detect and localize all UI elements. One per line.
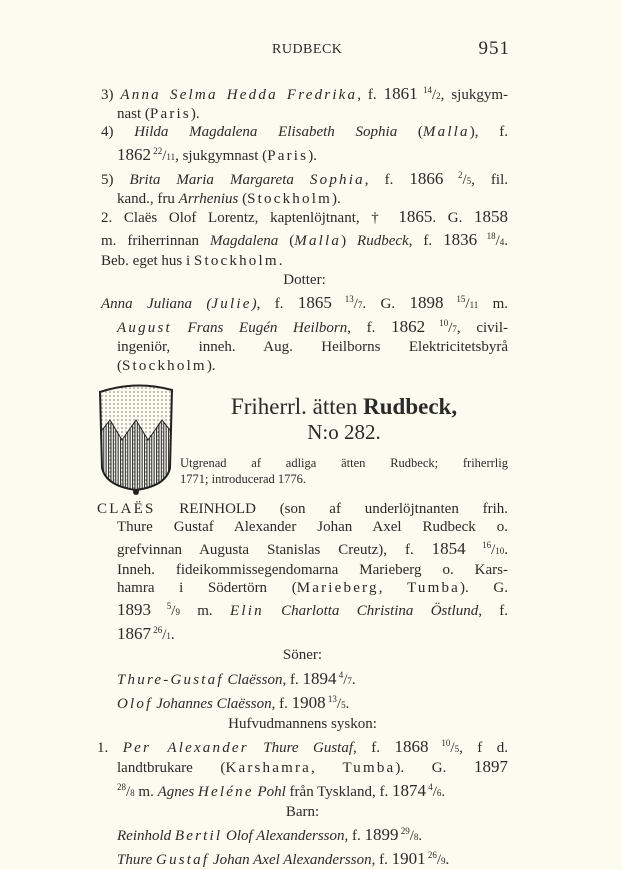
text-run: 1908: [291, 692, 326, 712]
text-run: nast (: [117, 106, 150, 123]
text-run: /: [353, 296, 358, 313]
text-run: .: [345, 695, 350, 712]
text-line: [117, 666, 508, 690]
text-run: Karshamra: [225, 760, 312, 777]
text-run: .: [278, 252, 283, 269]
text-run: 1862: [117, 144, 151, 164]
entry: [97, 734, 508, 802]
text-run: ingeniör, inneh. Aug. Heilborns Elektricitetsbyrå: [117, 339, 508, 356]
text-run: .: [504, 233, 508, 250]
text-run: 13: [325, 693, 337, 704]
origin-note-line: 1771; introducerad 1776.: [180, 472, 307, 486]
text-line: [117, 822, 508, 846]
text-run: , f.: [364, 171, 410, 188]
entry: [101, 123, 508, 165]
text-run: , sjukgym-: [440, 87, 509, 103]
text-run: ): [341, 233, 358, 250]
text-run: , f.: [408, 233, 444, 250]
text-run: ).: [331, 191, 341, 208]
text-run: /: [336, 695, 342, 712]
text-run: Brita Maria Margareta: [129, 171, 310, 188]
text-line: [97, 715, 508, 733]
text-run: 4: [425, 781, 433, 792]
text-run: Anna Selma Hedda Fredrika: [120, 87, 358, 103]
text-run: 1867: [117, 624, 151, 644]
text-run: Tumba: [407, 579, 461, 596]
text-run: Paris: [149, 106, 191, 123]
text-run: /: [432, 87, 437, 103]
text-run: .: [504, 542, 508, 559]
text-run: 10: [425, 318, 449, 329]
subheading: [97, 646, 508, 664]
text-line: [101, 290, 508, 314]
text-run: /: [126, 783, 131, 800]
text-run: 1861: [383, 84, 418, 103]
text-line: [117, 314, 508, 338]
text-run: 4): [101, 124, 135, 141]
text-run: ,: [311, 760, 343, 777]
text-run: 4: [499, 237, 505, 248]
text-run: /: [450, 740, 455, 757]
text-run: .: [170, 627, 175, 644]
text-run: , sjukgymnast (: [175, 147, 268, 164]
text-line: [101, 166, 508, 190]
text-run: , fil.: [471, 171, 509, 188]
text-run: 7: [452, 324, 457, 335]
text-run: 3): [101, 87, 121, 103]
family-title: [180, 394, 508, 420]
text-line: [101, 208, 508, 227]
text-run: m. friherrinnan: [101, 233, 210, 250]
text-run: 10: [428, 738, 451, 749]
text-run: 1898: [409, 293, 444, 313]
text-line: [117, 518, 508, 536]
text-run: /: [436, 852, 441, 869]
text-run: /: [495, 233, 500, 250]
text-run: 18: [477, 231, 496, 242]
text-line: [117, 357, 508, 375]
text-run: /: [162, 627, 167, 644]
text-run: 1893: [117, 600, 151, 620]
text-run: 11: [166, 151, 176, 162]
text-line: [101, 271, 508, 289]
text-run: hamra i Södertörn (: [117, 579, 297, 596]
section-continuation: [101, 81, 508, 375]
text-line: [97, 646, 508, 664]
family-title-name: Rudbeck,: [363, 394, 458, 419]
text-run: 1862: [391, 317, 426, 337]
text-line: [117, 690, 508, 714]
text-line: [101, 81, 508, 105]
text-run: 26: [425, 850, 437, 861]
section-family-entry: [97, 500, 508, 870]
text-run: landtbrukare (: [117, 760, 226, 777]
text-run: ). G.: [395, 760, 475, 777]
text-run: ).: [308, 147, 317, 164]
text-run: 1899: [364, 825, 399, 845]
text-run: 1.: [97, 740, 123, 757]
text-run: Rudbeck: [357, 233, 409, 250]
text-run: 1866: [409, 168, 444, 188]
text-line: [117, 536, 508, 560]
text-line: [117, 190, 508, 208]
text-run: ): [251, 296, 257, 313]
text-run: /: [343, 671, 348, 688]
text-line: [117, 778, 508, 802]
text-line: [97, 734, 508, 758]
text-run: Thure Gustaf: [248, 740, 354, 757]
text-run: 1901: [391, 849, 426, 869]
text-run: 7: [347, 675, 352, 686]
text-line: [117, 142, 508, 166]
text-run: /: [162, 147, 167, 164]
text-run: 5: [151, 601, 172, 612]
entry: [97, 666, 508, 714]
text-run: 5: [466, 175, 472, 186]
entry: [101, 290, 508, 375]
text-line: [117, 758, 508, 777]
text-run: Reinhold: [117, 828, 175, 845]
text-run: 5: [341, 699, 346, 710]
text-line: [117, 597, 508, 621]
text-run: Elin: [229, 603, 264, 620]
text-run: grefvinnan Augusta Stanislas Creutz), f.: [117, 542, 432, 559]
text-run: 15: [443, 294, 466, 305]
family-origin-note: [180, 455, 508, 487]
text-run: Barn:: [285, 803, 320, 820]
text-run: Tumba: [342, 760, 396, 777]
text-run: (: [238, 191, 248, 208]
text-run: ). G.: [460, 579, 509, 596]
text-run: m.: [179, 603, 230, 620]
text-run: 16: [465, 540, 492, 551]
text-run: ).: [206, 357, 216, 374]
text-run: 1897: [474, 757, 509, 777]
text-run: Heléne: [198, 783, 254, 800]
text-run: Sophia: [309, 171, 365, 188]
text-run: . G.: [362, 296, 410, 313]
text-run: Olof Alexandersson: [222, 828, 345, 845]
text-run: /: [448, 320, 453, 337]
text-run: 11: [469, 300, 479, 311]
text-run: Agnes: [157, 783, 199, 800]
text-run: . G.: [432, 210, 474, 227]
text-line: [117, 579, 508, 597]
text-run: /: [409, 828, 414, 845]
text-line: [117, 846, 508, 870]
text-run: 28: [117, 781, 126, 792]
text-run: 8: [413, 832, 419, 843]
text-run: Inneh. fideikommissegendomarna Marieberg o. Kars-: [117, 561, 508, 578]
text-run: Julie: [211, 296, 252, 313]
entry: [97, 500, 508, 645]
entry: [101, 166, 508, 208]
text-run: 29: [398, 826, 410, 837]
text-run: 2. Claës Olof Lorentz, kaptenlöjtnant, †: [101, 210, 399, 227]
text-run: , f.: [282, 671, 303, 688]
text-run: (: [397, 124, 423, 141]
text-run: 1894: [302, 668, 337, 688]
text-run: ).: [190, 106, 200, 123]
text-run: (: [278, 233, 295, 250]
text-run: Marieberg: [296, 579, 379, 596]
text-run: 8: [130, 787, 135, 798]
text-run: /: [491, 542, 496, 559]
text-run: Paris: [267, 147, 309, 164]
text-run: /: [171, 603, 176, 620]
text-line: [101, 227, 508, 251]
text-run: , f.: [271, 695, 292, 712]
text-run: Stockholm: [247, 191, 332, 208]
text-run: Stockholm: [122, 357, 207, 374]
text-run: Pohl: [253, 783, 286, 800]
text-run: kand., fru: [117, 191, 179, 208]
text-run: 14: [417, 85, 432, 95]
text-run: (: [117, 357, 122, 374]
text-run: Malla: [422, 124, 470, 141]
text-line: [117, 621, 508, 645]
text-run: REINHOLD (son af underlöjtnanten frih.: [155, 501, 508, 517]
text-run: 1854: [431, 539, 466, 559]
text-run: 9: [441, 856, 446, 867]
family-title-prefix: Friherrl. ätten: [230, 394, 358, 419]
text-run: 1865: [297, 293, 332, 313]
text-run: 6: [436, 787, 442, 798]
text-line: [117, 561, 508, 579]
text-run: , f.: [344, 828, 365, 845]
text-run: 1: [166, 631, 171, 642]
text-run: Per Alexander: [122, 740, 249, 757]
text-run: Beb. eget hus i: [101, 252, 194, 269]
text-run: , f.: [371, 852, 392, 869]
text-run: 5): [101, 171, 130, 188]
text-run: /: [465, 296, 470, 313]
entry: [97, 822, 508, 870]
text-run: Hilda Magdalena Elisabeth Sophia: [134, 124, 398, 141]
text-run: Thure-Gustaf: [117, 671, 224, 688]
entry: [101, 208, 508, 270]
text-run: m.: [134, 783, 158, 800]
entry: [101, 81, 508, 123]
text-run: Claësson: [223, 671, 283, 688]
text-run: Söner:: [282, 647, 323, 664]
origin-note-line: Utgrenad af adliga ätten Rudbeck; friherrlig: [180, 456, 508, 470]
running-title: RUDBECK: [272, 42, 343, 57]
family-number: N:o 282.: [307, 420, 381, 444]
text-run: Malla: [294, 233, 342, 250]
subheading: [97, 715, 508, 733]
text-run: Thure Gustaf Alexander Johan Axel Rudbeck o.: [117, 519, 508, 536]
text-run: CLAËS: [97, 501, 156, 517]
text-run: , civil-: [456, 320, 509, 337]
text-run: m.: [478, 296, 509, 313]
text-run: .: [441, 783, 446, 800]
text-line: [101, 123, 508, 141]
text-line: [117, 105, 508, 123]
text-run: /: [432, 783, 437, 800]
text-run: 4: [336, 669, 344, 680]
text-run: August: [117, 320, 172, 337]
text-run: från Tyskland, f.: [285, 783, 392, 800]
text-run: Johannes Claësson: [152, 695, 272, 712]
text-run: 22: [151, 145, 163, 156]
text-run: .: [445, 852, 450, 869]
text-run: Dotter:: [283, 271, 326, 288]
text-run: , f.: [347, 320, 392, 337]
text-run: Arrhenius: [178, 191, 239, 208]
page-number: 951: [478, 38, 510, 59]
text-run: Stockholm: [193, 252, 279, 269]
text-run: ), f.: [469, 124, 508, 141]
text-run: 1865: [398, 207, 433, 227]
text-run: Thure: [117, 852, 157, 869]
text-run: ,: [378, 579, 408, 596]
text-run: , f.: [478, 603, 509, 620]
text-run: Bertil: [174, 828, 223, 845]
text-run: 26: [151, 625, 163, 636]
text-run: 10: [495, 546, 505, 557]
text-run: 1868: [394, 737, 429, 757]
coat-of-arms-icon: [96, 378, 176, 500]
text-run: /: [462, 171, 467, 188]
text-run: , f.: [256, 296, 298, 313]
text-run: 7: [357, 300, 363, 311]
text-run: , f.: [353, 740, 395, 757]
text-line: [101, 252, 508, 270]
text-run: Charlotta Christina Östlund: [263, 603, 479, 620]
text-run: Olof: [117, 695, 153, 712]
text-line: [117, 338, 508, 356]
text-run: 2: [443, 169, 463, 180]
text-run: Anna Juliana (: [101, 296, 212, 313]
text-run: Magdalena: [209, 233, 279, 250]
text-run: Hufvudmannens syskon:: [228, 716, 377, 733]
text-run: 1874: [391, 780, 426, 800]
text-run: 13: [331, 294, 354, 305]
text-run: , f d.: [459, 740, 509, 757]
text-run: 2: [436, 91, 441, 101]
text-run: Johan Axel Alexandersson: [209, 852, 372, 869]
text-run: .: [351, 671, 356, 688]
subheading: [101, 271, 508, 289]
text-run: 1836: [443, 230, 478, 250]
text-line: [97, 500, 508, 518]
subheading: [97, 803, 508, 821]
text-run: Gustaf: [156, 852, 210, 869]
text-line: [97, 803, 508, 821]
text-run: , f.: [357, 87, 384, 103]
text-run: 5: [454, 744, 460, 755]
text-run: 9: [175, 607, 180, 618]
text-run: .: [418, 828, 423, 845]
text-run: 1858: [473, 207, 508, 227]
text-run: Frans Eugén Heilborn: [171, 320, 348, 337]
